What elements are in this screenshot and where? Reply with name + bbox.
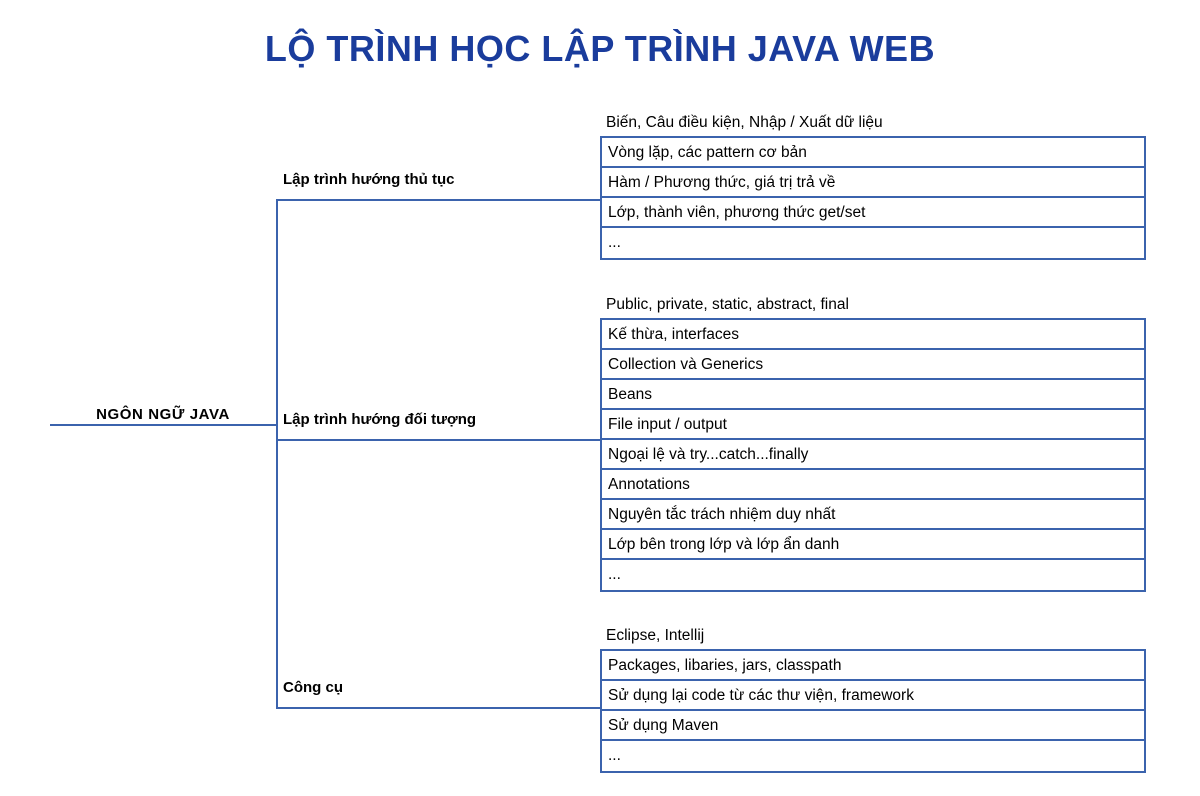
- topic-item: Kế thừa, interfaces: [602, 320, 1144, 350]
- topic-item: Lớp bên trong lớp và lớp ẩn danh: [602, 530, 1144, 560]
- topic-item: Hàm / Phương thức, giá trị trả về: [602, 168, 1144, 198]
- topic-group-tools: [600, 621, 1146, 773]
- topic-item: Vòng lặp, các pattern cơ bản: [602, 138, 1144, 168]
- topic-item: Lớp, thành viên, phương thức get/set: [602, 198, 1144, 228]
- category-label-procedural: Lập trình hướng thủ tục: [283, 171, 455, 188]
- topic-box: [600, 320, 1146, 592]
- category-underline-procedural: [276, 199, 600, 201]
- topic-item: Beans: [602, 380, 1144, 410]
- category-underline-oop: [276, 439, 600, 441]
- topic-group-procedural: [600, 108, 1146, 260]
- page-title: LỘ TRÌNH HỌC LẬP TRÌNH JAVA WEB: [264, 28, 936, 69]
- root-node-label: NGÔN NGỮ JAVA: [96, 406, 230, 423]
- topic-item: ...: [608, 747, 621, 764]
- root-node-underline: [50, 424, 277, 426]
- topic-box: [600, 651, 1146, 773]
- topic-item: Eclipse, Intellij: [600, 621, 1146, 651]
- category-label-oop: Lập trình hướng đối tượng: [283, 411, 477, 428]
- topic-item: Sử dụng lại code từ các thư viện, framework: [602, 681, 1144, 711]
- topic-group-oop: [600, 290, 1146, 592]
- topic-item: ...: [608, 566, 621, 583]
- category-connector-spine: [276, 199, 278, 708]
- topic-item: ...: [608, 234, 621, 251]
- topic-box: [600, 138, 1146, 260]
- topic-item: Sử dụng Maven: [602, 711, 1144, 741]
- topic-item: File input / output: [602, 410, 1144, 440]
- topic-item: Packages, libaries, jars, classpath: [602, 651, 1144, 681]
- category-label-tools: Công cụ: [283, 679, 343, 696]
- topic-item: Ngoại lệ và try...catch...finally: [602, 440, 1144, 470]
- category-underline-tools: [276, 707, 600, 709]
- topic-item: Nguyên tắc trách nhiệm duy nhất: [602, 500, 1144, 530]
- topic-item: Public, private, static, abstract, final: [600, 290, 1146, 320]
- topic-item: Annotations: [602, 470, 1144, 500]
- topic-item: Collection và Generics: [602, 350, 1144, 380]
- topic-item: Biến, Câu điều kiện, Nhập / Xuất dữ liệu: [600, 108, 1146, 138]
